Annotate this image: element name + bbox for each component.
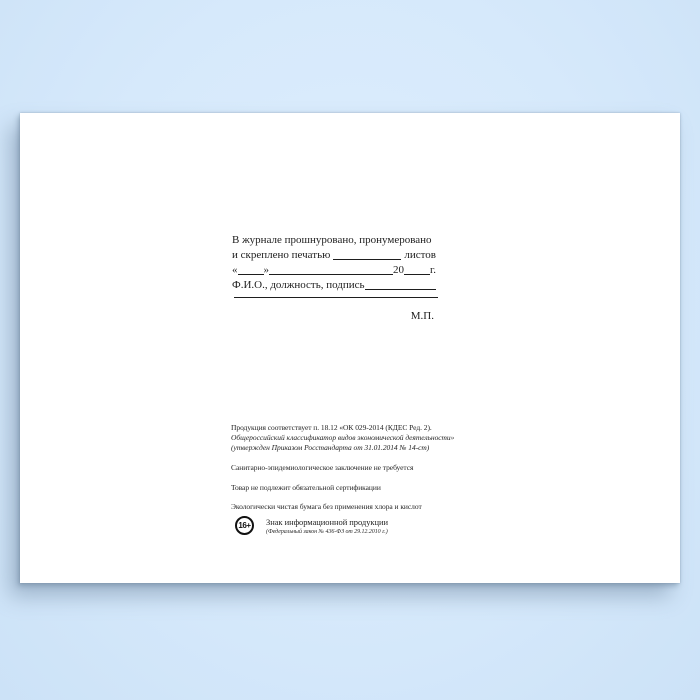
date-month-blank bbox=[269, 274, 393, 275]
year-blank bbox=[404, 274, 430, 275]
date-quote-close: » bbox=[263, 264, 269, 276]
stitch-certification-block bbox=[232, 233, 436, 324]
sheets-count-blank bbox=[333, 259, 401, 260]
age-rating-16-icon: 16+ bbox=[235, 516, 254, 535]
age-mark-label: Знак информационной продукции bbox=[266, 517, 388, 527]
fio-blank bbox=[365, 289, 436, 290]
sanitary-statement: Санитарно-эпидемиологическое заключение не требуется bbox=[231, 463, 414, 472]
stamp-place-label: М.П. bbox=[410, 310, 434, 322]
stitch-line-2-suffix: листов bbox=[404, 249, 436, 261]
certification-statement: Товар не подлежит обязательной сертификации bbox=[231, 483, 381, 492]
date-quote-open: « bbox=[232, 264, 238, 276]
date-day-blank bbox=[238, 274, 264, 275]
stitch-line-3 bbox=[232, 263, 436, 278]
product-info-block bbox=[231, 423, 454, 536]
fio-label: Ф.И.О., должность, подпись bbox=[232, 279, 365, 291]
year-prefix: 20 bbox=[392, 264, 404, 276]
age-mark-row bbox=[231, 516, 454, 536]
compliance-line-2: Общероссийский классификатор видов экономической деятельности» bbox=[231, 433, 455, 442]
signature-line bbox=[234, 297, 438, 298]
compliance-line-1: Продукция соответствует п. 18.12 «ОК 029-2014 (КДЕС Ред. 2). bbox=[231, 423, 432, 432]
eco-statement: Экологически чистая бумага без применения хлора и кислот bbox=[231, 502, 422, 511]
age-mark-law: (Федеральный закон № 436-ФЗ от 29.12.2010 г.) bbox=[266, 529, 388, 535]
stitch-line-2-prefix: и скреплено печатью bbox=[232, 249, 331, 261]
age-mark-text bbox=[266, 516, 388, 536]
stitch-line-4 bbox=[232, 278, 436, 293]
stitch-line-1-text: В журнале прошнуровано, пронумеровано bbox=[232, 234, 432, 246]
stitch-line-1 bbox=[232, 233, 436, 248]
journal-back-page bbox=[20, 113, 680, 583]
stitch-line-2 bbox=[232, 248, 436, 263]
compliance-line-3: (утвержден Приказом Росстандарта от 31.01.2014 № 14-ст) bbox=[231, 443, 430, 452]
year-suffix: г. bbox=[429, 264, 436, 276]
